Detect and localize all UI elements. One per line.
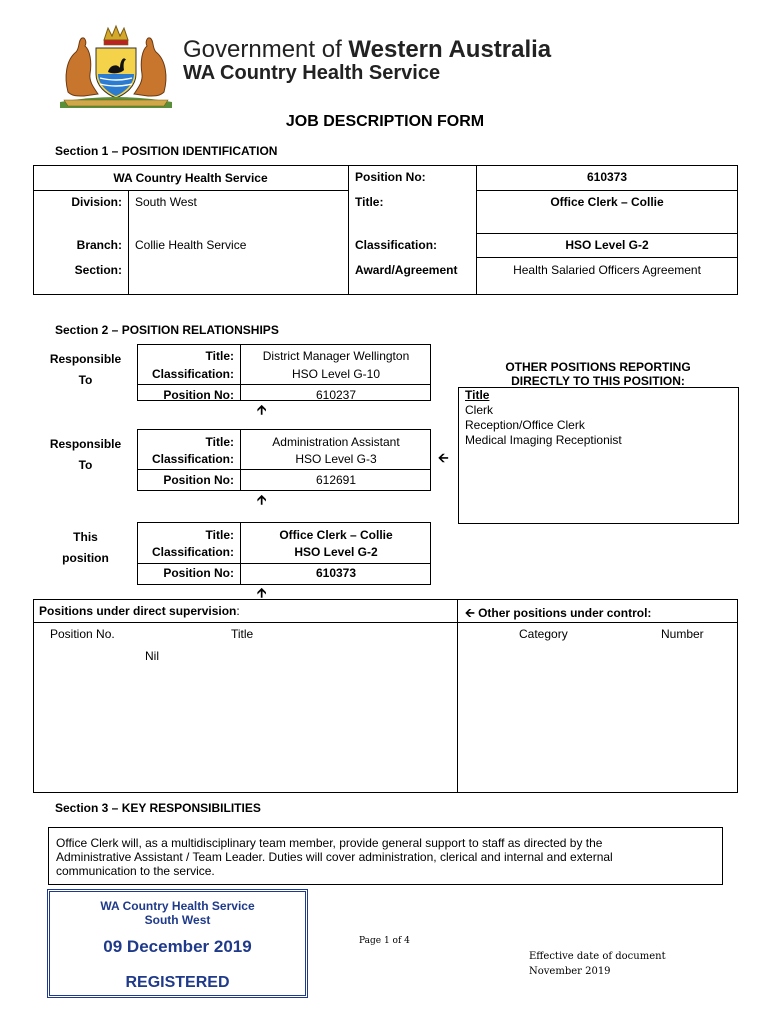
box3-classification-label: Classification: xyxy=(151,545,234,559)
responsible-label: Responsible xyxy=(49,437,122,451)
box2-position-no-label: Position No: xyxy=(163,473,234,487)
title-value: Office Clerk – Collie xyxy=(550,195,664,209)
stamp-date: 09 December 2019 xyxy=(103,937,252,956)
box2-classification-label: Classification: xyxy=(151,452,234,466)
stamp-line2: South West xyxy=(144,913,211,927)
position-label: position xyxy=(62,551,109,565)
division-value: South West xyxy=(135,195,197,209)
org-name: WA Country Health Service xyxy=(113,171,268,185)
direct-supervision-heading xyxy=(39,604,240,618)
this-position-label xyxy=(38,527,133,569)
classification-value: HSO Level G-2 xyxy=(565,238,649,252)
box1-title-label: Title: xyxy=(205,349,234,363)
form-title: JOB DESCRIPTION FORM xyxy=(285,113,485,130)
government-title xyxy=(183,37,551,63)
list-item: Reception/Office Clerk xyxy=(465,418,585,432)
to-label: To xyxy=(78,373,93,387)
responsible-to-1 xyxy=(38,349,133,391)
arrow-up-icon: 🡩 xyxy=(257,402,267,417)
wa-crest-logo xyxy=(54,22,178,110)
section1-heading: Section 1 – POSITION IDENTIFICATION xyxy=(55,144,278,158)
title-label: Title: xyxy=(355,195,384,209)
box1-classification: HSO Level G-10 xyxy=(291,367,381,381)
effective-date-label: Effective date of document xyxy=(529,951,666,962)
arrow-left-icon: 🡨 xyxy=(465,606,479,620)
other-positions-list xyxy=(465,403,622,448)
arrow-up-icon: 🡩 xyxy=(257,585,267,600)
effective-date-value: November 2019 xyxy=(529,966,611,977)
direct-supervision-colon: : xyxy=(236,604,240,618)
position-no-label: Position No: xyxy=(355,170,426,184)
classification-label: Classification: xyxy=(355,238,438,252)
box1-title: District Manager Wellington xyxy=(262,349,410,363)
list-item: Medical Imaging Receptionist xyxy=(465,433,622,447)
other-heading-line2: DIRECTLY TO THIS POSITION: xyxy=(511,374,685,388)
box3-position-no-label: Position No: xyxy=(163,566,234,580)
title-column: Title xyxy=(231,627,254,641)
direct-supervision-label: Positions under direct supervision xyxy=(39,604,237,618)
box3-position-no: 610373 xyxy=(315,566,357,580)
position-no-column: Position No. xyxy=(50,627,115,641)
box2-classification: HSO Level G-3 xyxy=(295,452,377,466)
stamp-line1: WA Country Health Service xyxy=(100,899,255,913)
box1-position-no: 610237 xyxy=(315,388,357,402)
section2-heading: Section 2 – POSITION RELATIONSHIPS xyxy=(55,323,279,337)
page-number: Page 1 of 4 xyxy=(359,936,410,946)
responsible-to-2 xyxy=(38,434,133,476)
other-control-label: Other positions under control: xyxy=(478,606,652,620)
box3-title-label: Title: xyxy=(205,528,234,542)
box1-classification-label: Classification: xyxy=(151,367,234,381)
division-label: Division: xyxy=(71,195,122,209)
stamp-status: REGISTERED xyxy=(125,974,230,991)
this-label: This xyxy=(73,530,98,544)
supervision-table xyxy=(33,599,738,793)
arrow-left-icon: 🡨 xyxy=(438,450,449,465)
award-label: Award/Agreement xyxy=(355,263,458,277)
responsible-label: Responsible xyxy=(49,352,122,366)
responsibility-line: Administrative Assistant / Team Leader. Duties will cover administration, clerical and internal and external xyxy=(56,850,613,864)
list-item: Clerk xyxy=(465,403,494,417)
number-column: Number xyxy=(661,627,704,641)
category-column: Category xyxy=(519,627,568,641)
position-no-value: 610373 xyxy=(586,170,628,184)
box3-classification: HSO Level G-2 xyxy=(294,545,378,559)
government-title-bold: Western Australia xyxy=(348,36,552,63)
other-title-label: Title xyxy=(465,388,490,402)
section3-heading: Section 3 – KEY RESPONSIBILITIES xyxy=(55,801,261,815)
wachs-title: WA Country Health Service xyxy=(183,62,441,84)
box2-position-no: 612691 xyxy=(315,473,357,487)
branch-value: Collie Health Service xyxy=(135,238,247,252)
responsibility-line: Office Clerk will, as a multidisciplinary team member, provide general support to staff as directed by the xyxy=(56,836,603,850)
box2-title-label: Title: xyxy=(205,435,234,449)
branch-label: Branch: xyxy=(76,238,122,252)
box1-position-no-label: Position No: xyxy=(163,388,234,402)
key-responsibilities-text xyxy=(56,836,721,878)
box3-title: Office Clerk – Collie xyxy=(279,528,393,542)
arrow-up-icon: 🡩 xyxy=(257,492,267,507)
other-control-heading xyxy=(465,604,651,625)
nil-value: Nil xyxy=(145,649,159,663)
box2-title: Administration Assistant xyxy=(272,435,400,449)
stamp-org xyxy=(47,899,308,927)
award-value: Health Salaried Officers Agreement xyxy=(513,263,701,277)
responsibility-line: communication to the service. xyxy=(56,864,215,878)
section-label: Section: xyxy=(74,263,122,277)
government-title-prefix: Government of xyxy=(183,36,349,63)
to-label: To xyxy=(78,458,93,472)
other-positions-heading xyxy=(457,360,739,388)
other-heading-line1: OTHER POSITIONS REPORTING xyxy=(505,360,691,374)
